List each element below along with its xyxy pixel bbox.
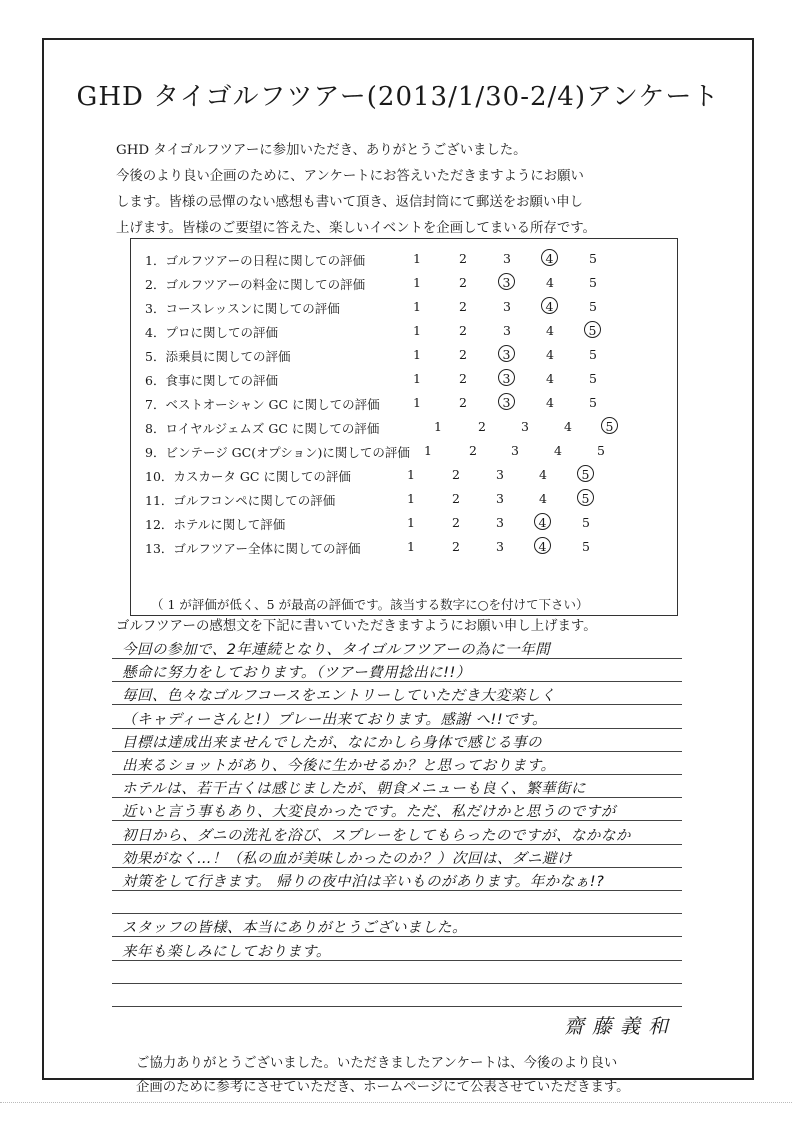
rating-row bbox=[131, 321, 677, 344]
score-option[interactable]: 5 bbox=[589, 275, 597, 290]
handwritten-line: 対策をして行きます。 帰りの夜中泊は辛いものがあります。年かなぁ!? bbox=[122, 874, 605, 890]
scale-note: （ 1 が評価が低く、5 が最高の評価です。該当する数字に○を付けて下さい） bbox=[151, 597, 589, 612]
score-option[interactable]: 2 bbox=[452, 491, 460, 506]
rating-row bbox=[131, 417, 677, 440]
rating-label: 9．ビンテージ GC(オプション)に関しての評価 bbox=[145, 445, 410, 460]
score-option[interactable]: 1 bbox=[424, 443, 432, 458]
closing-line: 企画のために参考にさせていただき、ホームページにて公表させていただきます。 bbox=[136, 1080, 630, 1095]
score-option[interactable]: 4 bbox=[546, 371, 554, 386]
score-option[interactable]: 5 bbox=[589, 395, 597, 410]
rating-label: 7．ベストオーシャン GC に関しての評価 bbox=[145, 397, 380, 412]
rating-label: 3．コースレッスンに関しての評価 bbox=[145, 301, 340, 316]
score-option[interactable]: 1 bbox=[413, 251, 421, 266]
rating-label: 8．ロイヤルジェムズ GC に関しての評価 bbox=[145, 421, 380, 436]
intro-line: します。皆様の忌憚のない感想も書いて頂き、返信封筒にて郵送をお願い申し bbox=[116, 195, 584, 210]
score-option[interactable]: 2 bbox=[452, 539, 460, 554]
rating-row bbox=[131, 273, 677, 296]
rating-row bbox=[131, 369, 677, 392]
handwritten-line: 今回の参加で、2年連続となり、タイゴルフツアーの為に一年間 bbox=[122, 642, 551, 658]
page-edge-dots bbox=[0, 1102, 792, 1104]
rating-row bbox=[131, 441, 677, 464]
score-option[interactable]: 2 bbox=[452, 515, 460, 530]
rating-row bbox=[131, 345, 677, 368]
score-option[interactable]: 3 bbox=[496, 539, 504, 554]
handwritten-line: （キャディーさんと!）プレー出来ております。感謝 へ!!です。 bbox=[122, 711, 547, 728]
ruled-line bbox=[112, 1006, 682, 1007]
score-option[interactable]: 3 bbox=[503, 251, 511, 266]
handwritten-line: 出来るショットがあり、今後に生かせるか？と思っております。 bbox=[122, 758, 556, 774]
score-option[interactable]: 2 bbox=[478, 419, 486, 434]
selected-score[interactable]: 5 bbox=[577, 465, 594, 482]
selected-score[interactable]: 3 bbox=[498, 273, 515, 290]
comment-prompt: ゴルフツアーの感想文を下記に書いていただきますようにお願い申し上げます。 bbox=[116, 619, 597, 634]
score-option[interactable]: 4 bbox=[564, 419, 572, 434]
score-option[interactable]: 5 bbox=[589, 347, 597, 362]
score-option[interactable]: 4 bbox=[546, 395, 554, 410]
intro-line: GHD タイゴルフツアーに参加いただき、ありがとうございました。 bbox=[116, 143, 527, 158]
score-option[interactable]: 3 bbox=[511, 443, 519, 458]
rating-label: 6．食事に関しての評価 bbox=[145, 373, 278, 388]
rating-row bbox=[131, 537, 677, 560]
survey-form bbox=[42, 38, 754, 1095]
score-option[interactable]: 3 bbox=[503, 323, 511, 338]
selected-score[interactable]: 3 bbox=[498, 345, 515, 362]
rating-label: 11．ゴルフコンペに関しての評価 bbox=[145, 493, 336, 508]
score-option[interactable]: 1 bbox=[413, 323, 421, 338]
handwritten-line: 来年も楽しみにしております。 bbox=[122, 943, 331, 960]
rating-label: 13．ゴルフツアー全体に関しての評価 bbox=[145, 541, 361, 556]
score-option[interactable]: 4 bbox=[539, 467, 547, 482]
intro-line: 上げます。皆様のご要望に答えた、楽しいイベントを企画してまいる所存です。 bbox=[116, 221, 596, 236]
rating-label: 4．プロに関しての評価 bbox=[145, 325, 278, 340]
score-option[interactable]: 5 bbox=[589, 299, 597, 314]
score-option[interactable]: 2 bbox=[469, 443, 477, 458]
score-option[interactable]: 3 bbox=[503, 299, 511, 314]
selected-score[interactable]: 5 bbox=[584, 321, 601, 338]
score-option[interactable]: 4 bbox=[539, 491, 547, 506]
intro-line: 今後のより良い企画のために、アンケートにお答えいただきますようにお願い bbox=[116, 169, 584, 184]
rating-row bbox=[131, 393, 677, 416]
handwritten-line: 目標は達成出来ませんでしたが、なにかしら身体で感じる事の bbox=[122, 734, 542, 751]
score-option[interactable]: 2 bbox=[459, 371, 467, 386]
score-option[interactable]: 1 bbox=[413, 299, 421, 314]
page-title: GHD タイゴルフツアー(2013/1/30-2/4)アンケート bbox=[76, 82, 720, 112]
selected-score[interactable]: 5 bbox=[577, 489, 594, 506]
selected-score[interactable]: 5 bbox=[601, 417, 618, 434]
score-option[interactable]: 1 bbox=[407, 515, 415, 530]
score-option[interactable]: 2 bbox=[459, 323, 467, 338]
score-option[interactable]: 2 bbox=[459, 251, 467, 266]
selected-score[interactable]: 4 bbox=[534, 537, 551, 554]
score-option[interactable]: 1 bbox=[407, 539, 415, 554]
score-option[interactable]: 4 bbox=[546, 275, 554, 290]
handwritten-line: 効果がなく…！（私の血が美味しかったのか？）次回は、ダニ避け bbox=[122, 850, 572, 867]
rating-row bbox=[131, 249, 677, 272]
score-option[interactable]: 1 bbox=[434, 419, 442, 434]
closing-line: ご協力ありがとうございました。いただきましたアンケートは、今後のより良い bbox=[136, 1056, 618, 1071]
score-option[interactable]: 5 bbox=[589, 251, 597, 266]
score-option[interactable]: 1 bbox=[407, 491, 415, 506]
score-option[interactable]: 5 bbox=[582, 539, 590, 554]
score-option[interactable]: 2 bbox=[459, 275, 467, 290]
score-option[interactable]: 3 bbox=[496, 515, 504, 530]
rating-row bbox=[131, 297, 677, 320]
selected-score[interactable]: 4 bbox=[534, 513, 551, 530]
rating-table bbox=[130, 238, 678, 616]
handwritten-line: 近いと言う事もあり、大変良かったです。ただ、私だけかと思うのですが bbox=[122, 804, 616, 821]
signature: 齋藤義和 bbox=[564, 1014, 676, 1038]
ruled-line bbox=[112, 913, 682, 914]
handwritten-line: スタッフの皆様、本当にありがとうございました。 bbox=[122, 920, 467, 937]
score-option[interactable]: 4 bbox=[546, 323, 554, 338]
rating-row bbox=[131, 489, 677, 512]
rating-label: 5．添乗員に関しての評価 bbox=[145, 349, 291, 364]
handwritten-line: 懸命に努力をしております。（ツアー費用捻出に!!） bbox=[122, 665, 471, 682]
score-option[interactable]: 1 bbox=[413, 347, 421, 362]
handwritten-line: ホテルは、若干古くは感じましたが、朝食メニューも良く、繁華街に bbox=[122, 781, 586, 798]
handwritten-line: 初日から、ダニの洗礼を浴び、スプレーをしてもらったのですが、なかなか bbox=[122, 827, 631, 844]
selected-score[interactable]: 3 bbox=[498, 393, 515, 410]
score-option[interactable]: 4 bbox=[546, 347, 554, 362]
rating-label: 12．ホテルに関して評価 bbox=[145, 517, 286, 532]
score-option[interactable]: 1 bbox=[413, 275, 421, 290]
score-option[interactable]: 2 bbox=[459, 395, 467, 410]
score-option[interactable]: 2 bbox=[459, 347, 467, 362]
intro-text bbox=[116, 138, 726, 242]
score-option[interactable]: 3 bbox=[496, 491, 504, 506]
selected-score[interactable]: 3 bbox=[498, 369, 515, 386]
score-option[interactable]: 1 bbox=[407, 467, 415, 482]
closing-text bbox=[136, 1052, 746, 1100]
selected-score[interactable]: 4 bbox=[541, 249, 558, 266]
score-option[interactable]: 5 bbox=[582, 515, 590, 530]
score-option[interactable]: 2 bbox=[452, 467, 460, 482]
handwritten-line: 毎回、色々なゴルフコースをエントリーしていただき大変楽しく bbox=[122, 688, 556, 705]
rating-label: 1．ゴルフツアーの日程に関しての評価 bbox=[145, 253, 366, 268]
score-option[interactable]: 5 bbox=[597, 443, 605, 458]
ruled-line bbox=[112, 983, 682, 984]
rating-row bbox=[131, 465, 677, 488]
score-option[interactable]: 1 bbox=[413, 395, 421, 410]
score-option[interactable]: 4 bbox=[554, 443, 562, 458]
rating-row bbox=[131, 513, 677, 536]
selected-score[interactable]: 4 bbox=[541, 297, 558, 314]
score-option[interactable]: 3 bbox=[521, 419, 529, 434]
score-option[interactable]: 2 bbox=[459, 299, 467, 314]
score-option[interactable]: 3 bbox=[496, 467, 504, 482]
rating-label: 10．カスカータ GC に関しての評価 bbox=[145, 469, 351, 484]
score-option[interactable]: 5 bbox=[589, 371, 597, 386]
score-option[interactable]: 1 bbox=[413, 371, 421, 386]
rating-label: 2．ゴルフツアーの料金に関しての評価 bbox=[145, 277, 366, 292]
